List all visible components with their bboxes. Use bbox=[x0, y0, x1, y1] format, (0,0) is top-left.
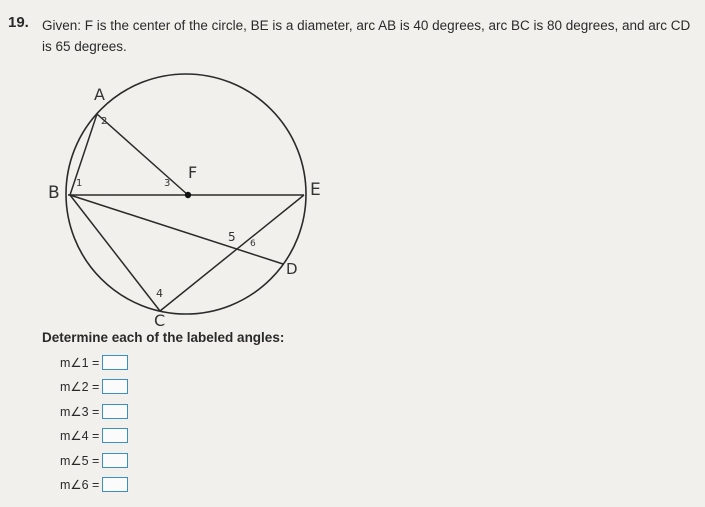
answer-label-6: m∠6 = bbox=[60, 478, 100, 493]
chord-ab bbox=[70, 114, 97, 195]
angle-label-2: 2 bbox=[101, 116, 108, 127]
answer-input-3[interactable] bbox=[102, 404, 128, 419]
point-label-a: A bbox=[94, 85, 105, 104]
circle-diagram bbox=[40, 64, 330, 329]
point-label-e: E bbox=[310, 180, 321, 200]
question-text: Given: F is the center of the circle, BE is a diameter, arc AB is 40 degrees, arc BC is 80 degrees, and arc CD is 65 degrees. bbox=[42, 18, 691, 54]
radius-af bbox=[97, 114, 188, 195]
answer-label-3: m∠3 = bbox=[60, 404, 100, 419]
answer-row-4 bbox=[60, 424, 128, 449]
angle-label-1: 1 bbox=[76, 178, 83, 189]
chord-bc bbox=[70, 195, 160, 311]
angle-label-5: 5 bbox=[228, 230, 236, 244]
answer-row-2 bbox=[60, 375, 128, 400]
point-label-f: F bbox=[188, 163, 198, 182]
answer-list bbox=[60, 350, 128, 497]
prompt-text: Determine each of the labeled angles: bbox=[42, 330, 285, 345]
angle-label-3: 3 bbox=[164, 178, 171, 189]
answer-label-2: m∠2 = bbox=[60, 380, 100, 395]
answer-label-1: m∠1 = bbox=[60, 355, 100, 370]
answer-label-5: m∠5 = bbox=[60, 453, 100, 468]
answer-input-4[interactable] bbox=[102, 428, 128, 443]
answer-input-2[interactable] bbox=[102, 379, 128, 394]
chord-ce bbox=[160, 195, 304, 311]
answer-input-5[interactable] bbox=[102, 453, 128, 468]
center-dot bbox=[185, 192, 191, 198]
point-label-c: C bbox=[154, 311, 166, 329]
answer-row-5 bbox=[60, 448, 128, 473]
question-number: 19. bbox=[8, 14, 29, 31]
chord-bd bbox=[70, 195, 283, 264]
angle-label-4: 4 bbox=[156, 287, 163, 300]
angle-label-6: 6 bbox=[250, 239, 256, 249]
answer-row-6 bbox=[60, 473, 128, 498]
answer-row-3 bbox=[60, 399, 128, 424]
answer-input-6[interactable] bbox=[102, 477, 128, 492]
answer-label-4: m∠4 = bbox=[60, 429, 100, 444]
point-label-d: D bbox=[286, 260, 298, 278]
answer-row-1 bbox=[60, 350, 128, 375]
point-label-b: B bbox=[48, 183, 60, 203]
answer-input-1[interactable] bbox=[102, 355, 128, 370]
